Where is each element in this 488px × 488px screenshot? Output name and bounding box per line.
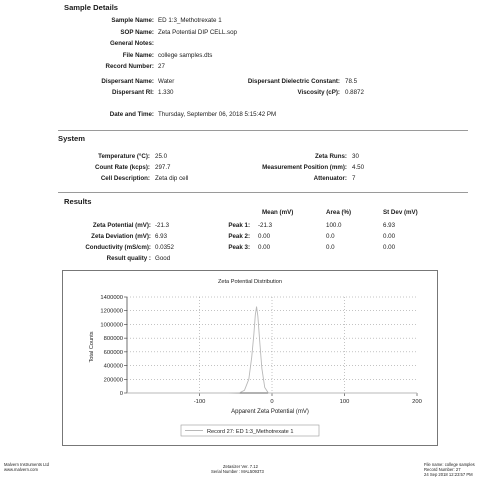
dielectric-constant-value: 78.5 bbox=[345, 78, 358, 85]
sample-name-label: Sample Name: bbox=[111, 17, 154, 24]
y-axis-title: Total Counts bbox=[89, 331, 95, 363]
footer-left bbox=[4, 462, 49, 472]
company-name: Malvern Instruments Ltd bbox=[4, 462, 49, 467]
y-tick-label: 400000 bbox=[103, 363, 123, 370]
general-notes-label: General Notes: bbox=[109, 40, 154, 47]
peak-1-stdev: 6.93 bbox=[383, 222, 396, 229]
cell-description-value: Zeta dip cell bbox=[155, 175, 189, 182]
y-tick-label: 600000 bbox=[103, 349, 123, 356]
peak-1-label: Peak 1: bbox=[228, 222, 250, 229]
file-name-value: college samples.dts bbox=[158, 52, 213, 59]
temperature-label: Temperature (°C): bbox=[98, 153, 150, 160]
series-line-1 bbox=[127, 307, 417, 393]
result-quality-label: Result quality : bbox=[106, 255, 151, 262]
y-tick-label: 1400000 bbox=[100, 295, 123, 301]
peak-3-area: 0.0 bbox=[326, 244, 335, 251]
peak-3-label: Peak 3: bbox=[228, 244, 250, 251]
legend-label: Record 27: ED 1:3_Methotrexate 1 bbox=[207, 428, 294, 435]
date-time-label: Date and Time: bbox=[109, 111, 154, 118]
x-axis-title: Apparent Zeta Potential (mV) bbox=[231, 409, 309, 415]
serial-number: Serial Number : MAL509373 bbox=[211, 469, 264, 474]
file-name-label: File Name: bbox=[122, 52, 154, 59]
x-tick-label: -100 bbox=[193, 399, 206, 405]
dispersant-ri-label: Dispersant RI: bbox=[112, 89, 154, 96]
footer-center bbox=[211, 464, 264, 474]
viscosity-value: 0.8872 bbox=[345, 89, 364, 96]
sample-details-heading: Sample Details bbox=[64, 3, 119, 12]
record-number-value: 27 bbox=[158, 63, 165, 70]
peak-1-mean: -21.3 bbox=[258, 222, 273, 229]
y-tick-label: 200000 bbox=[103, 377, 123, 384]
chart-title: Zeta Potential Distribution bbox=[217, 279, 283, 285]
col-area-header: Area (%) bbox=[326, 209, 352, 216]
peak-2-stdev: 0.00 bbox=[383, 233, 396, 240]
conductivity-value: 0.0352 bbox=[155, 244, 174, 251]
zeta-deviation-value: 6.93 bbox=[155, 233, 168, 240]
dielectric-constant-label: Dispersant Dielectric Constant: bbox=[247, 78, 340, 85]
measurement-position-value: 4.50 bbox=[352, 164, 365, 171]
y-tick-label: 0 bbox=[119, 391, 123, 397]
attenuator-label: Attenuator: bbox=[313, 175, 347, 182]
y-tick-label: 1200000 bbox=[100, 308, 123, 315]
date-time-value: Thursday, September 06, 2018 5:15:42 PM bbox=[158, 111, 277, 118]
count-rate-label: Count Rate (kcps): bbox=[94, 164, 150, 171]
peak-2-area: 0.0 bbox=[326, 233, 335, 240]
col-stdev-header: St Dev (mV) bbox=[383, 209, 418, 216]
sop-name-value: Zeta Potential DIP CELL.sop bbox=[158, 29, 237, 36]
printed-timestamp: 24 Sep 2018 12:23:57 PM bbox=[424, 472, 473, 477]
company-website: www.malvern.com bbox=[4, 467, 38, 472]
dispersant-ri-value: 1.330 bbox=[158, 89, 174, 96]
dispersant-name-value: Water bbox=[158, 78, 175, 85]
footer-right bbox=[424, 462, 475, 477]
sample-name-value: ED 1:3_Methotrexate 1 bbox=[158, 17, 222, 24]
viscosity-label: Viscosity (cP): bbox=[297, 89, 340, 96]
x-tick-label: 0 bbox=[270, 399, 274, 405]
chart-canvas bbox=[63, 271, 437, 445]
zeta-potential-value: -21.3 bbox=[155, 222, 170, 229]
peak-1-area: 100.0 bbox=[326, 222, 342, 229]
dispersant-name-label: Dispersant Name: bbox=[101, 78, 154, 85]
zeta-deviation-label: Zeta Deviation (mV): bbox=[91, 233, 151, 240]
temperature-value: 25.0 bbox=[155, 153, 168, 160]
measurement-position-label: Measurement Position (mm): bbox=[262, 164, 347, 171]
peak-3-mean: 0.00 bbox=[258, 244, 271, 251]
zeta-runs-label: Zeta Runs: bbox=[315, 153, 347, 160]
attenuator-value: 7 bbox=[352, 175, 356, 182]
footer-record-number: Record Number: 27 bbox=[424, 467, 461, 472]
y-tick-label: 1000000 bbox=[100, 322, 123, 329]
peak-2-mean: 0.00 bbox=[258, 233, 271, 240]
conductivity-label: Conductivity (mS/cm): bbox=[85, 244, 151, 251]
x-tick-label: 100 bbox=[339, 399, 350, 405]
zeta-runs-value: 30 bbox=[352, 153, 359, 160]
peak-3-stdev: 0.00 bbox=[383, 244, 396, 251]
peak-2-label: Peak 2: bbox=[228, 233, 250, 240]
zeta-potential-label: Zeta Potential (mV): bbox=[92, 222, 151, 229]
results-heading: Results bbox=[64, 197, 92, 206]
y-tick-label: 800000 bbox=[103, 336, 123, 343]
software-version: Zetasizer Ver. 7.12 bbox=[223, 464, 258, 469]
footer-file-name: File name: college samples bbox=[424, 462, 475, 467]
x-tick-label: 200 bbox=[412, 399, 422, 405]
sop-name-label: SOP Name: bbox=[120, 29, 154, 36]
count-rate-value: 297.7 bbox=[155, 164, 171, 171]
result-quality-value: Good bbox=[155, 255, 171, 262]
section-divider bbox=[58, 130, 468, 131]
section-divider bbox=[58, 192, 468, 193]
system-heading: System bbox=[58, 134, 86, 143]
zeta-distribution-chart bbox=[62, 270, 438, 446]
record-number-label: Record Number: bbox=[105, 63, 154, 70]
col-mean-header: Mean (mV) bbox=[262, 209, 294, 216]
cell-description-label: Cell Description: bbox=[100, 175, 150, 182]
